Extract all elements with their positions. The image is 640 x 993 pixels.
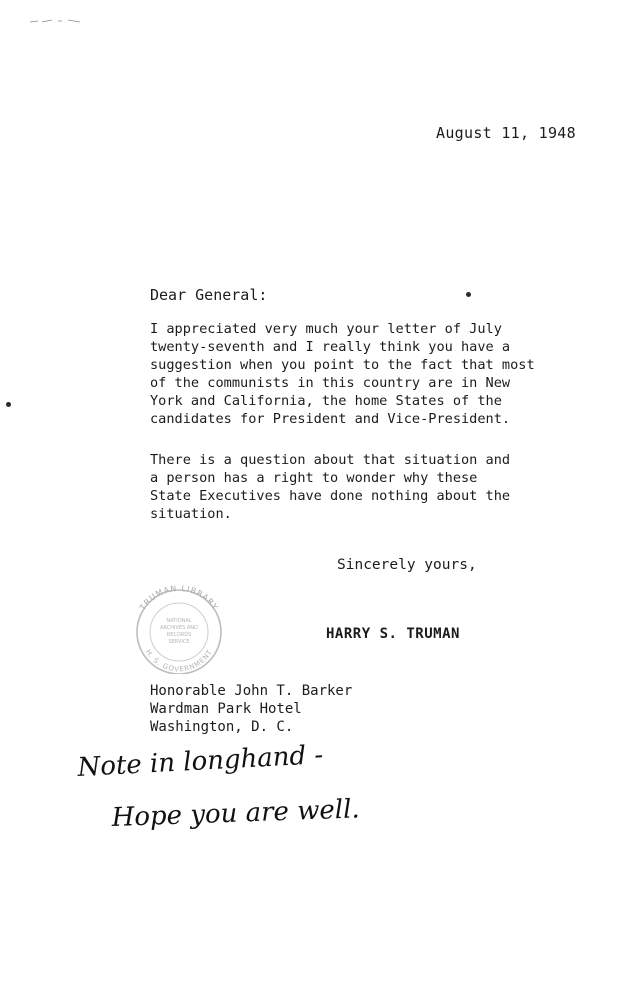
paragraph-line: situation.: [150, 506, 232, 522]
stamp-inner-line: ARCHIVES AND: [160, 625, 198, 631]
handwritten-note: [70, 728, 470, 858]
salutation: Dear General:: [150, 286, 268, 304]
paragraph-line: suggestion when you point to the fact that most: [150, 357, 535, 373]
paragraph-line: of the communists in this country are in New: [150, 375, 511, 391]
stamp-ring-text: TRUMAN LIBRARY: [138, 584, 220, 612]
address-line: Wardman Park Hotel: [150, 701, 302, 717]
truman-library-stamp: [124, 584, 234, 674]
body-paragraph-2: [150, 451, 590, 523]
handwritten-line-2: Hope you are well.: [111, 794, 361, 833]
stamp-lower-text: H. S. GOVERNMENT: [143, 648, 215, 674]
handwritten-line-1: Note in longhand -: [76, 740, 324, 783]
address-line: Washington, D. C.: [150, 719, 294, 735]
stamp-inner-line: RECORDS: [166, 632, 192, 638]
stamp-inner-line: SERVICE: [168, 639, 190, 645]
stamp-inner-line: NATIONAL: [166, 618, 192, 624]
paragraph-line: I appreciated very much your letter of July: [150, 321, 502, 337]
paragraph-line: candidates for President and Vice-President.: [150, 411, 511, 427]
scan-speck: [6, 402, 11, 407]
body-paragraph-1: [150, 320, 590, 428]
svg-text:TRUMAN LIBRARY: [137, 584, 219, 613]
address-line: Honorable John T. Barker: [150, 683, 353, 699]
typed-signature: HARRY S. TRUMAN: [326, 626, 460, 642]
paragraph-line: There is a question about that situation and: [150, 452, 511, 468]
letter-date: August 11, 1948: [436, 124, 576, 142]
paragraph-line: State Executives have done nothing about the: [150, 488, 511, 504]
paragraph-line: twenty-seventh and I really think you have a: [150, 339, 511, 355]
paragraph-line: a person has a right to wonder why these: [150, 470, 478, 486]
scan-speck: [466, 292, 471, 297]
closing: Sincerely yours,: [337, 557, 477, 573]
scan-marks: [28, 16, 88, 26]
paragraph-line: York and California, the home States of the: [150, 393, 502, 409]
